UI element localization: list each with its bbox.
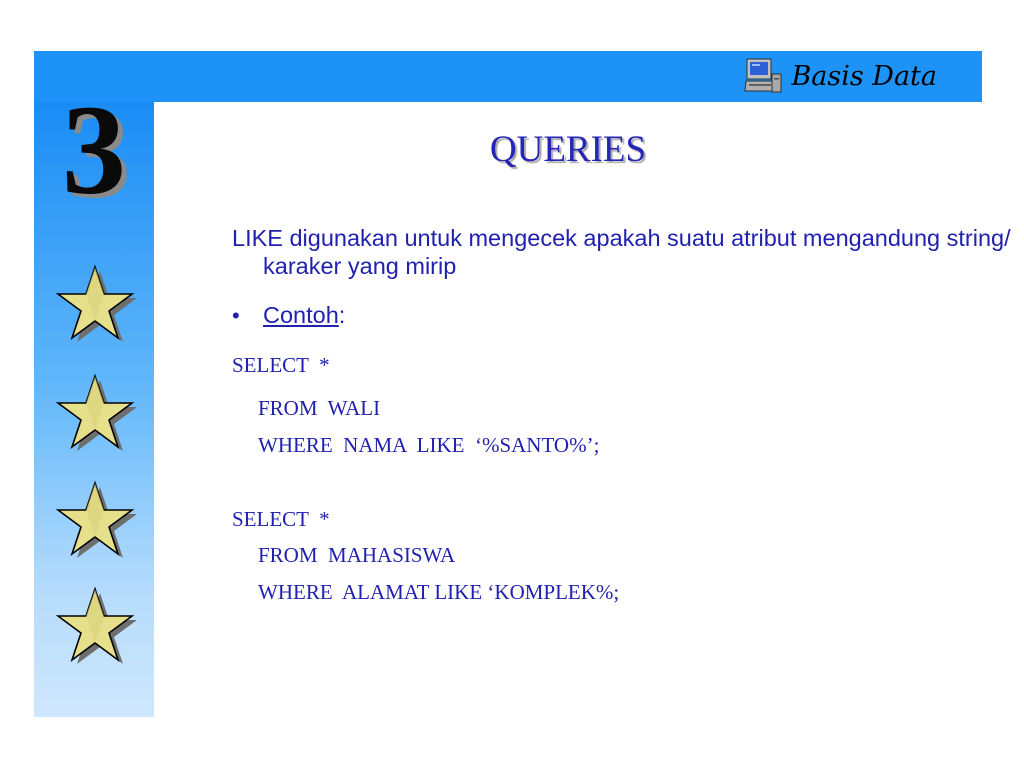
- slide-title: QUERIES: [489, 129, 647, 170]
- query-2-select: SELECT *: [232, 507, 330, 531]
- example-colon: :: [338, 302, 346, 328]
- query-1-where: WHERE NAMA LIKE ‘%SANTO%’;: [258, 433, 600, 457]
- top-banner: [34, 51, 982, 102]
- star-icon: [56, 372, 136, 452]
- computer-icon: [743, 56, 783, 96]
- chapter-number: 3: [62, 79, 126, 221]
- query-1-from: FROM WALI: [258, 396, 381, 420]
- star-icon: [56, 479, 136, 559]
- star-icon: [56, 585, 136, 665]
- example-label: Contoh: [263, 302, 339, 328]
- example-bullet: [232, 302, 345, 329]
- brand-title: Basis Data: [791, 60, 937, 92]
- query-1-select: SELECT *: [232, 353, 330, 377]
- query-2-where: WHERE ALAMAT LIKE ‘KOMPLEK%;: [258, 580, 620, 604]
- query-2-from: FROM MAHASISWA: [258, 543, 456, 567]
- star-icon: [56, 263, 136, 343]
- intro-paragraph: LIKE digunakan untuk mengecek apakah suatu atribut mengandung string/ karaker yang mirip: [232, 225, 1011, 279]
- brand: [743, 56, 937, 96]
- bullet-icon: •: [232, 302, 240, 328]
